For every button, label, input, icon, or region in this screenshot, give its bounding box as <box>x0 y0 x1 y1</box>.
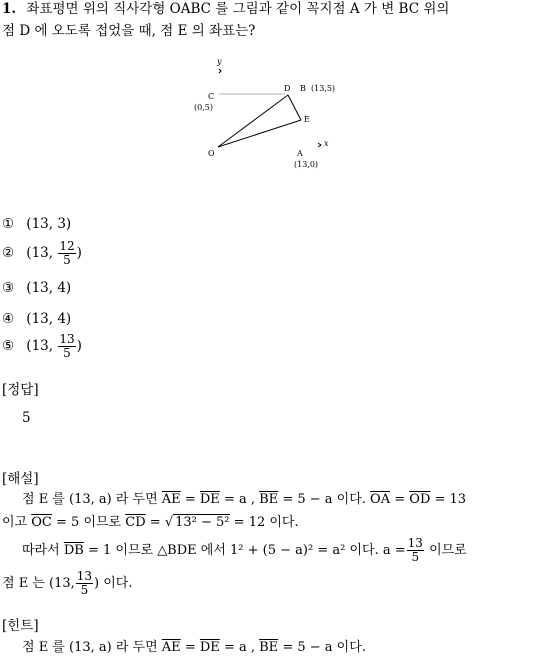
choice-2[interactable] <box>2 240 82 267</box>
question-line-2: 점 D 에 오도록 접었을 때, 점 E 의 좌표는? <box>2 23 256 39</box>
hint-a: 점 E 를 (13, a) 라 두면 <box>22 640 158 655</box>
x-axis-label: x <box>324 139 329 148</box>
sqrt-radicand: 13² − 5² <box>175 515 230 530</box>
exp-l3-fraction <box>407 537 424 564</box>
choice-2-fraction <box>58 240 75 267</box>
exp-l4-numerator: 13 <box>76 569 93 583</box>
answer-value: 5 <box>22 410 31 426</box>
point-b-coord: (13,5) <box>311 84 336 93</box>
exp-l2-c: = 5 이므로 <box>56 515 122 530</box>
exp-l3-d: a = <box>382 543 406 558</box>
choice-5-mark: ⑤ <box>2 338 15 354</box>
exp-l3-a: 따라서 <box>22 543 60 558</box>
choice-5-close: ) <box>76 338 82 354</box>
choice-3-mark: ③ <box>2 280 15 296</box>
choice-5[interactable] <box>2 333 82 360</box>
y-axis-label: y <box>217 57 222 66</box>
choice-5-fraction <box>58 333 75 360</box>
exp-l1-k: = 13 <box>434 492 467 507</box>
segment-be: $\overline{BE}$ <box>259 492 279 507</box>
choice-2-mark: ② <box>2 245 15 261</box>
exp-l2-e: = <box>149 515 161 530</box>
exp-l1-a: 점 E 를 (13, a) 라 두면 <box>22 492 158 507</box>
exp-l4-d: ) 이다. <box>94 576 133 591</box>
choice-4-text: (13, 4) <box>26 311 72 327</box>
segment-de-text: $\overline{DE}$ <box>199 492 220 507</box>
choice-1-mark: ① <box>2 216 15 232</box>
point-b-label: B <box>300 84 306 93</box>
choice-5-numerator: 13 <box>59 332 75 346</box>
explanation-line-4 <box>2 570 132 597</box>
choice-3[interactable] <box>2 279 71 297</box>
choice-4[interactable] <box>2 310 71 328</box>
point-d-label: D <box>284 84 291 93</box>
x-axis-arrow <box>318 143 321 147</box>
choice-1-text: (13, 3) <box>26 216 72 232</box>
choice-5-text: (13, <box>26 338 58 354</box>
choice-5-denominator: 5 <box>63 346 71 360</box>
hint-label: [힌트] <box>2 618 39 634</box>
choice-2-close: ) <box>76 245 82 261</box>
question-line-1 <box>2 0 449 18</box>
exp-l1-e: = a , <box>223 492 255 507</box>
explanation-line-2 <box>2 514 299 532</box>
exp-l3-c: = 1 이므로 △BDE 에서 1² + (5 − a)² = a² 이다. <box>87 543 379 558</box>
question-number: 1. <box>2 1 17 17</box>
exp-l1-i: = <box>394 492 406 507</box>
hint-line <box>22 639 366 657</box>
exp-l4-denominator: 5 <box>80 583 89 597</box>
exp-l2-a: 이고 <box>2 515 28 530</box>
exp-l2-g: = 12 이다. <box>233 515 299 530</box>
hint-g: = 5 − a 이다. <box>282 640 366 655</box>
segment-oa: $\overline{OA}$ <box>370 492 391 507</box>
exp-l4-a: 점 E 는 (13, <box>2 576 75 591</box>
point-e-label: E <box>304 115 310 124</box>
y-axis-arrow <box>219 69 221 73</box>
choice-1[interactable] <box>2 215 71 233</box>
exp-l3-g: 이므로 <box>429 543 467 558</box>
choice-2-text: (13, <box>26 245 58 261</box>
choice-2-numerator: 12 <box>59 239 75 253</box>
segment-oc: $\overline{OC}$ <box>31 515 52 530</box>
point-c-label: C <box>208 92 215 101</box>
choice-3-text: (13, 4) <box>26 280 72 296</box>
choice-4-mark: ④ <box>2 311 15 327</box>
exp-l3-denominator: 5 <box>411 550 420 564</box>
exp-l3-numerator: 13 <box>407 536 423 550</box>
hint-segment-de: $\overline{DE}$ <box>199 640 220 655</box>
segment-od-text: $\overline{OD}$ <box>409 492 431 507</box>
explanation-label: [해설] <box>2 471 39 487</box>
segment-de <box>288 95 301 120</box>
exp-l1-c: = <box>184 492 196 507</box>
answer-label: [정답] <box>2 382 39 398</box>
coordinate-figure <box>190 55 350 175</box>
segment-od <box>218 95 288 147</box>
choice-2-denominator: 5 <box>63 253 71 267</box>
segment-oe <box>218 120 301 147</box>
exp-l1-g: = 5 − a 이다. <box>282 492 366 507</box>
point-o-label: O <box>208 149 215 158</box>
segment-ae: $\overline{AE}$ <box>161 492 181 507</box>
point-c-coord: (0,5) <box>194 103 213 112</box>
exp-l4-fraction <box>76 570 93 597</box>
explanation-line-1 <box>22 491 466 509</box>
point-a-coord: (13,0) <box>294 160 319 169</box>
explanation-line-3 <box>22 537 467 564</box>
hint-e: = a , <box>223 640 255 655</box>
question-text-1: 좌표평면 위의 직사각형 OABC 를 그림과 같이 꼭지점 A 가 변 BC 위의 <box>26 1 450 17</box>
hint-segment-ae: $\overline{AE}$ <box>161 640 181 655</box>
hint-c: = <box>184 640 196 655</box>
point-a-label: A <box>297 149 303 158</box>
sqrt-sign: √ <box>164 515 174 530</box>
hint-segment-be: $\overline{BE}$ <box>259 640 279 655</box>
segment-db: $\overline{DB}$ <box>63 543 84 558</box>
segment-cd-text: $\overline{CD}$ <box>125 515 146 530</box>
